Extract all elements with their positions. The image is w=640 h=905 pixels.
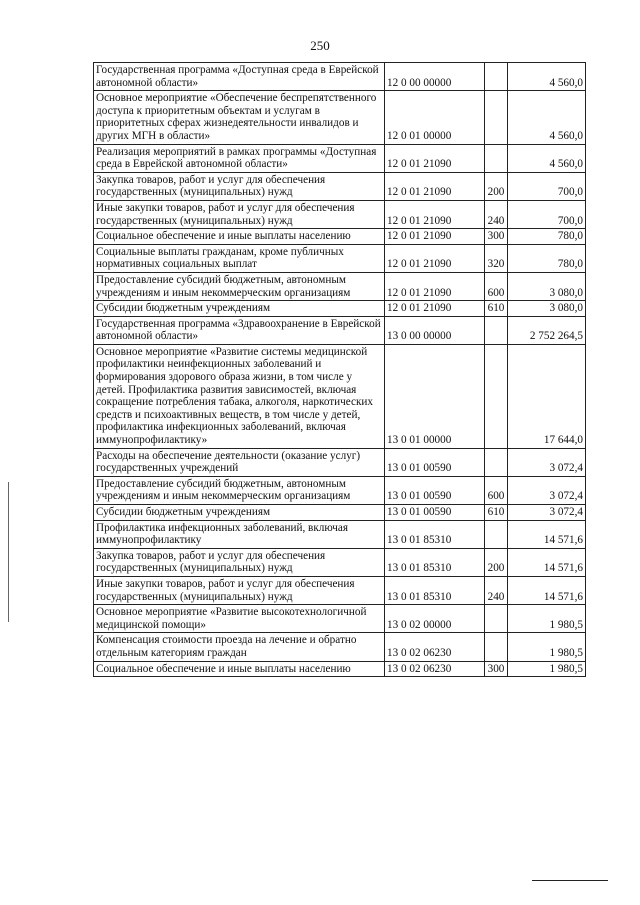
table-row <box>94 605 586 633</box>
row-name: Социальное обеспечение и иные выплаты населению <box>94 229 385 245</box>
table-row <box>94 661 586 677</box>
table-row <box>94 172 586 200</box>
row-amount: 2 752 264,5 <box>508 316 586 344</box>
row-name: Основное мероприятие «Обеспечение беспрепятственного доступа к приоритетным объектам и услугам в приоритетных сферах жизнедеятельности инвалидов и других МГН в области» <box>94 91 385 144</box>
row-amount: 4 560,0 <box>508 144 586 172</box>
page-number: 250 <box>310 38 330 53</box>
row-code: 13 0 01 00000 <box>385 344 485 448</box>
row-code: 13 0 01 85310 <box>385 576 485 604</box>
table-row <box>94 476 586 504</box>
row-name: Государственная программа «Здравоохранение в Еврейской автономной области» <box>94 316 385 344</box>
row-vr: 600 <box>485 272 508 300</box>
row-vr: 300 <box>485 661 508 677</box>
row-vr <box>485 605 508 633</box>
row-vr: 200 <box>485 172 508 200</box>
table-row <box>94 520 586 548</box>
row-vr: 300 <box>485 229 508 245</box>
row-amount: 3 080,0 <box>508 272 586 300</box>
row-name: Основное мероприятие «Развитие высокотехнологичной медицинской помощи» <box>94 605 385 633</box>
row-code: 13 0 02 06230 <box>385 661 485 677</box>
row-amount: 1 980,5 <box>508 661 586 677</box>
row-name: Социальные выплаты гражданам, кроме публичных нормативных социальных выплат <box>94 244 385 272</box>
table-row <box>94 144 586 172</box>
table-row <box>94 229 586 245</box>
row-name: Реализация мероприятий в рамках программы «Доступная среда в Еврейской автономной области» <box>94 144 385 172</box>
table-row <box>94 316 586 344</box>
row-name: Расходы на обеспечение деятельности (оказание услуг) государственных учреждений <box>94 448 385 476</box>
row-name: Закупка товаров, работ и услуг для обеспечения государственных (муниципальных) нужд <box>94 548 385 576</box>
row-code: 13 0 01 00590 <box>385 448 485 476</box>
row-vr: 320 <box>485 244 508 272</box>
row-vr <box>485 448 508 476</box>
row-code: 13 0 02 06230 <box>385 633 485 661</box>
row-code: 13 0 02 00000 <box>385 605 485 633</box>
row-code: 12 0 01 21090 <box>385 144 485 172</box>
row-vr <box>485 144 508 172</box>
row-code: 12 0 01 21090 <box>385 244 485 272</box>
row-code: 12 0 01 21090 <box>385 172 485 200</box>
row-amount: 4 560,0 <box>508 63 586 91</box>
row-name: Компенсация стоимости проезда на лечение и обратно отдельным категориям граждан <box>94 633 385 661</box>
row-amount: 3 072,4 <box>508 448 586 476</box>
margin-mark <box>8 482 9 622</box>
table-row <box>94 301 586 317</box>
table-row <box>94 344 586 448</box>
row-amount: 780,0 <box>508 244 586 272</box>
row-amount: 14 571,6 <box>508 576 586 604</box>
row-amount: 3 072,4 <box>508 505 586 521</box>
row-amount: 3 080,0 <box>508 301 586 317</box>
table-row <box>94 200 586 228</box>
row-vr: 200 <box>485 548 508 576</box>
row-vr: 600 <box>485 476 508 504</box>
row-amount: 4 560,0 <box>508 91 586 144</box>
table-row <box>94 244 586 272</box>
row-code: 13 0 01 00590 <box>385 505 485 521</box>
row-amount: 1 980,5 <box>508 633 586 661</box>
row-code: 12 0 01 21090 <box>385 301 485 317</box>
row-code: 12 0 01 21090 <box>385 272 485 300</box>
row-amount: 14 571,6 <box>508 520 586 548</box>
row-code: 13 0 01 00590 <box>385 476 485 504</box>
row-name: Субсидии бюджетным учреждениям <box>94 505 385 521</box>
row-code: 13 0 01 85310 <box>385 548 485 576</box>
row-code: 13 0 00 00000 <box>385 316 485 344</box>
table-row <box>94 272 586 300</box>
row-name: Иные закупки товаров, работ и услуг для обеспечения государственных (муниципальных) нужд <box>94 576 385 604</box>
row-amount: 17 644,0 <box>508 344 586 448</box>
row-amount: 700,0 <box>508 200 586 228</box>
row-code: 12 0 01 00000 <box>385 91 485 144</box>
row-name: Основное мероприятие «Развитие системы медицинской профилактики неинфекционных заболеваний и формирования здорового образа жизни, в том числе у детей. Профилактика развития зависимостей, включая сокращение потребления табака, алкоголя, наркотических средств и психоактивных веществ, в том числе у детей, профилактика инфекционных заболеваний, включая иммунопрофилактику» <box>94 344 385 448</box>
row-vr: 610 <box>485 301 508 317</box>
table-row <box>94 576 586 604</box>
row-code: 12 0 01 21090 <box>385 200 485 228</box>
row-amount: 3 072,4 <box>508 476 586 504</box>
row-vr <box>485 91 508 144</box>
row-name: Предоставление субсидий бюджетным, автономным учреждениям и иным некоммерческим организациям <box>94 476 385 504</box>
footer-rule <box>532 880 608 881</box>
table-row <box>94 448 586 476</box>
row-vr: 610 <box>485 505 508 521</box>
row-code: 12 0 01 21090 <box>385 229 485 245</box>
row-vr <box>485 520 508 548</box>
row-vr: 240 <box>485 576 508 604</box>
row-name: Профилактика инфекционных заболеваний, включая иммунопрофилактику <box>94 520 385 548</box>
row-amount: 14 571,6 <box>508 548 586 576</box>
row-code: 12 0 00 00000 <box>385 63 485 91</box>
budget-table <box>93 62 586 677</box>
row-vr: 240 <box>485 200 508 228</box>
row-amount: 780,0 <box>508 229 586 245</box>
row-name: Субсидии бюджетным учреждениям <box>94 301 385 317</box>
row-vr <box>485 63 508 91</box>
row-vr <box>485 633 508 661</box>
table-row <box>94 91 586 144</box>
row-vr <box>485 344 508 448</box>
row-amount: 700,0 <box>508 172 586 200</box>
row-name: Закупка товаров, работ и услуг для обеспечения государственных (муниципальных) нужд <box>94 172 385 200</box>
row-vr <box>485 316 508 344</box>
table-row <box>94 633 586 661</box>
row-name: Предоставление субсидий бюджетным, автономным учреждениям и иным некоммерческим организациям <box>94 272 385 300</box>
row-code: 13 0 01 85310 <box>385 520 485 548</box>
row-name: Государственная программа «Доступная среда в Еврейской автономной области» <box>94 63 385 91</box>
table-row <box>94 505 586 521</box>
row-name: Социальное обеспечение и иные выплаты населению <box>94 661 385 677</box>
table-row <box>94 548 586 576</box>
row-amount: 1 980,5 <box>508 605 586 633</box>
table-row <box>94 63 586 91</box>
row-name: Иные закупки товаров, работ и услуг для обеспечения государственных (муниципальных) нужд <box>94 200 385 228</box>
